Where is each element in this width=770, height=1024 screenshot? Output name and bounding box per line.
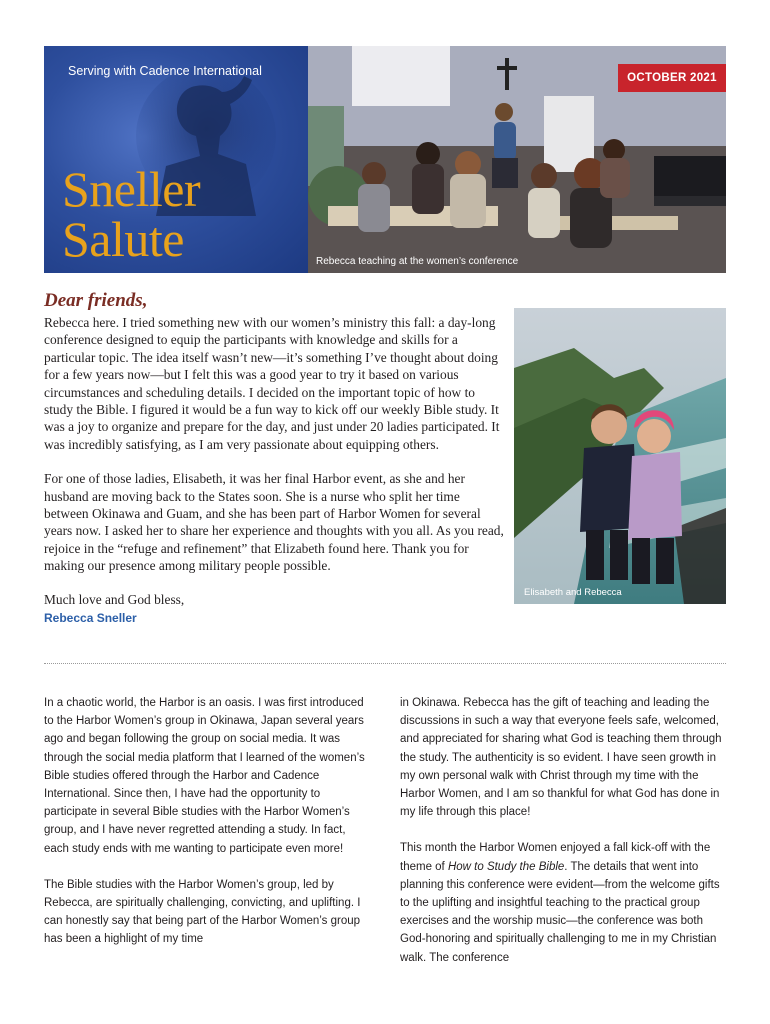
title-line-1: Sneller bbox=[62, 161, 201, 217]
text-segment: This month the Harbor Women enjoyed a fall kick-off with the theme of bbox=[400, 842, 711, 873]
testimonial-column-right bbox=[400, 694, 728, 985]
testimonial-paragraph: in Okinawa. Rebecca has the gift of teaching and leading the discussions in such a way that everyone feels safe, welcomed, and appreciated for sharing what God is teaching them through the study. The authenticity is so evident. I have seen growth in my own personal walk with Christ through my time with the Harbor Women, and I am so thankful for what God has done in my life through this place! bbox=[400, 697, 722, 819]
newsletter-title bbox=[62, 161, 201, 267]
issue-date-badge: OCTOBER 2021 bbox=[618, 64, 726, 92]
elisabeth-rebecca-photo bbox=[514, 308, 726, 604]
testimonial-paragraph bbox=[400, 839, 728, 966]
text-segment: . The details that went into planning this conference were evident—from the welcome gifts to the uplifting and insightful teaching to the practical group exercises and the worship music—the conference was both God-honoring and spiritually challenging to me in my Christian walk. The conference bbox=[400, 860, 720, 964]
testimonial-paragraph: In a chaotic world, the Harbor is an oasis. I was first introduced to the Harbor Women’s group in Okinawa, Japan several years ago and began following the group on social media. It was through the social media platform that I learned of the women’s Bible studies offered through the Harbor and Cadence International. Since then, I have had the opportunity to participate in several Bible studies with the Harbor Women’s group, and I have never regretted attending a study. In fact, each study ends with me wanting to participate even more! bbox=[44, 697, 365, 855]
section-divider bbox=[44, 663, 726, 664]
title-line-2: Salute bbox=[62, 211, 184, 267]
hero-photo-caption: Rebecca teaching at the women’s conference bbox=[316, 256, 519, 267]
letter-signoff: Much love and God bless, bbox=[44, 592, 185, 607]
coastal-selfie-illustration bbox=[514, 308, 726, 604]
newsletter-banner bbox=[44, 46, 308, 273]
hero-photo bbox=[308, 46, 726, 273]
letter-signature: Rebecca Sneller bbox=[44, 611, 137, 625]
letter-paragraph: For one of those ladies, Elisabeth, it was her final Harbor event, as she and her husband are moving back to the States soon. She is a nurse who split her time between Okinawa and Guam, and she has been part of Harbor Women for several years now. I asked her to share her experience and thoughts with you all. As you read, rejoice in the “refuge and refinement” that Elizabeth found here. Thank you for making our presence among military people possible. bbox=[44, 471, 504, 574]
letter-body bbox=[44, 314, 504, 592]
side-photo-caption: Elisabeth and Rebecca bbox=[524, 587, 622, 598]
letter-paragraph: Rebecca here. I tried something new with our women’s ministry this fall: a day-long conference designed to equip the participants with knowledge and skills for a particular topic. The idea itself wasn’t new—it’s something I’ve thought about doing for a few years now—but I felt this was a good year to try it based on various circumstances and scheduling details. I decided on the important topic of how to study the Bible. I figured it would be a fun way to kick off our weekly Bible study. It was a joy to organize and prepare for the day, and just under 20 ladies participated. It was incredibly satisfying, as I am very passionate about equipping others. bbox=[44, 315, 500, 452]
study-title: How to Study the Bible bbox=[447, 860, 565, 873]
letter-greeting: Dear friends, bbox=[44, 290, 148, 311]
testimonial-column-left bbox=[44, 694, 372, 967]
testimonial-paragraph: The Bible studies with the Harbor Women’s group, led by Rebecca, are spiritually challenging, convicting, and uplifting. I can honestly say that being part of the Harbor Women’s group has been a highlight of my time bbox=[44, 878, 361, 946]
tagline: Serving with Cadence International bbox=[68, 64, 262, 78]
